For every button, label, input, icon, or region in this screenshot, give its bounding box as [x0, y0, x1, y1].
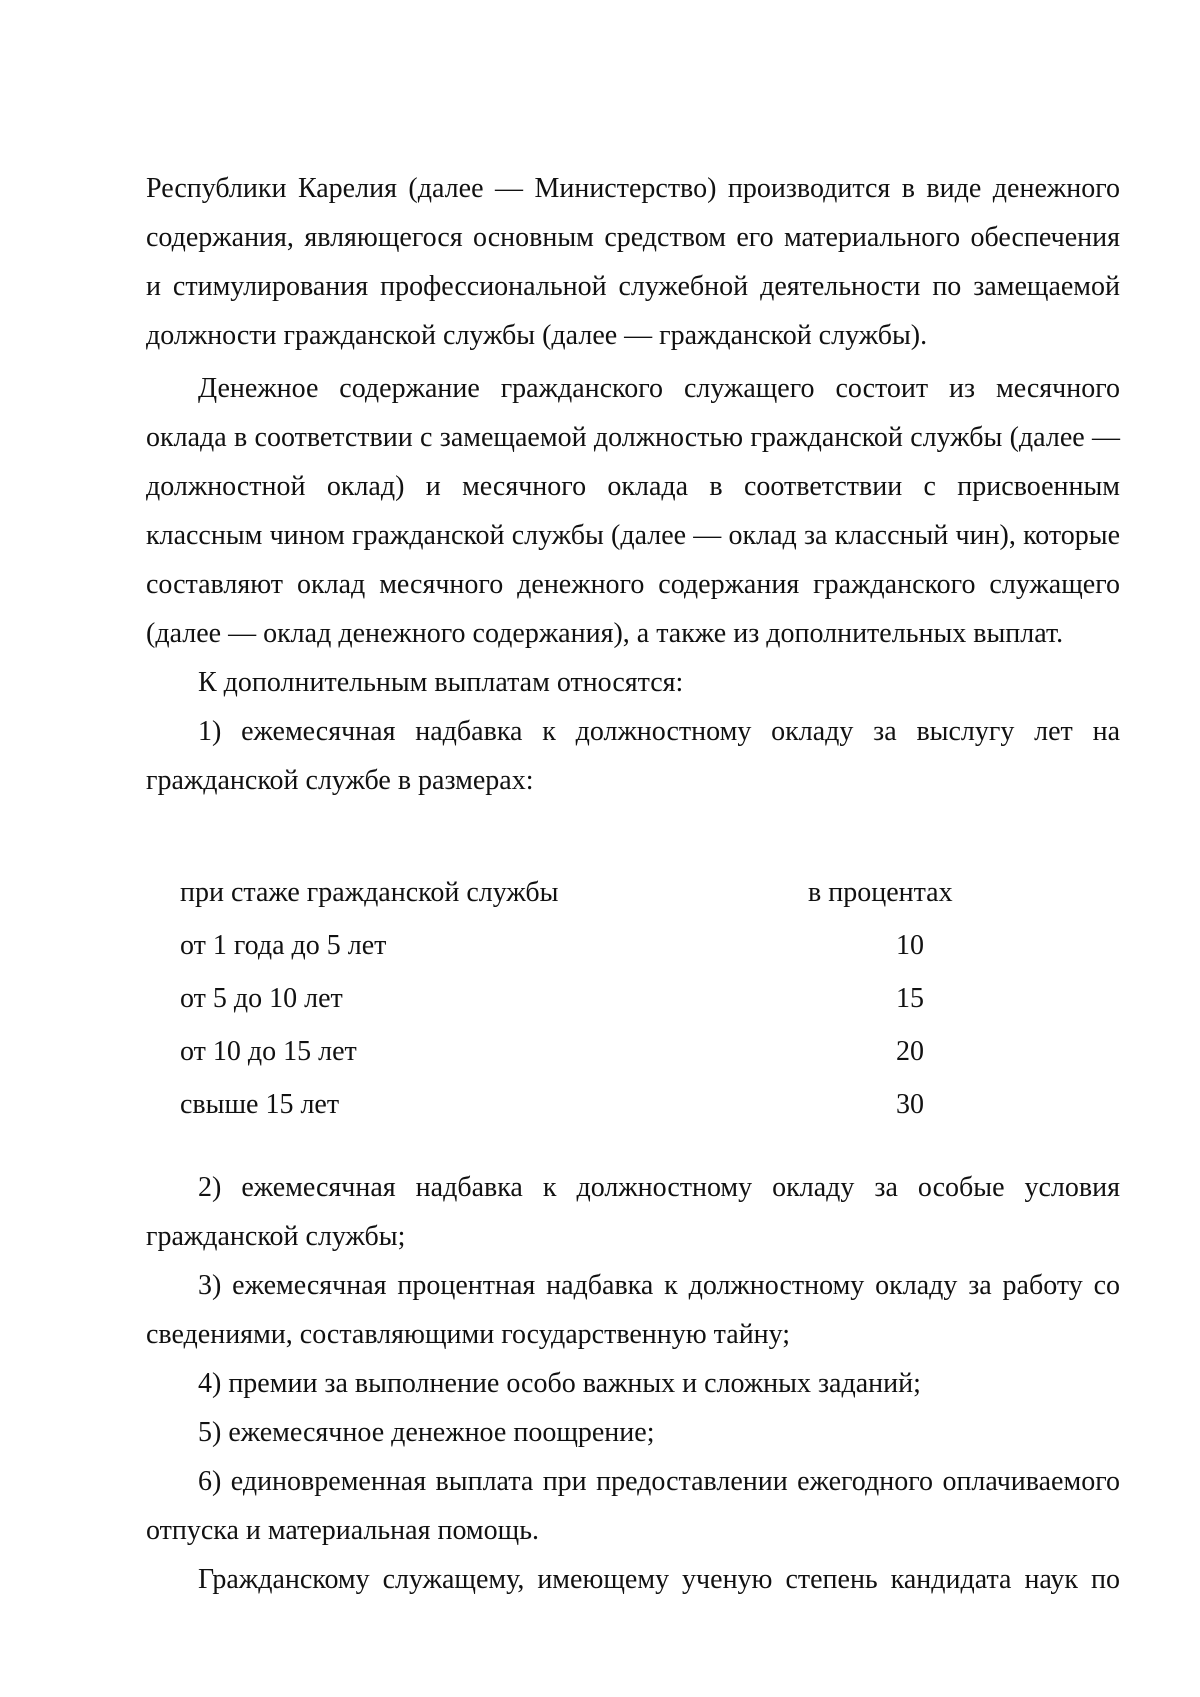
percent-value: 20: [896, 1036, 924, 1067]
table-row: [180, 1025, 1000, 1078]
additional-payments-intro: К дополнительным выплатам относятся:: [198, 667, 684, 698]
table-header-seniority: при стаже гражданской службы: [180, 877, 559, 908]
percent-value: 10: [896, 930, 924, 961]
percent-value: 15: [896, 983, 924, 1014]
table-header: [180, 866, 1000, 919]
list-item-5: 5) ежемесячное денежное поощрение;: [198, 1417, 655, 1448]
seniority-range: от 10 до 15 лет: [180, 1036, 357, 1067]
salary-paragraph: Денежное содержание гражданского служащего состоит из месячного оклада в соответствии с замещаемой должностью гражданской службы (далее — должностной оклад) и месячного оклада в соответствии с присвоенным классным чином гражданской службы (далее — оклад за классный чин), которые составляют оклад месячного денежного содержания гражданского служащего (далее — оклад денежного содержания), а также из дополнительных выплат.: [146, 373, 1120, 649]
intro-line: должности гражданской службы (далее — гражданской службы).: [146, 320, 928, 351]
salary-section: [146, 364, 1120, 805]
list-item-6: 6) единовременная выплата при предоставлении ежегодного оплачиваемого отпуска и материальная помощь.: [146, 1466, 1120, 1546]
list-item-2: 2) ежемесячная надбавка к должностному окладу за особые условия гражданской службы;: [146, 1172, 1120, 1252]
last-paragraph-start: Гражданскому служащему, имеющему ученую степень кандидата наук по: [198, 1564, 1120, 1595]
intro-line: содержания, являющегося основным средством его материального обеспечения: [146, 222, 1120, 253]
payments-list: [146, 1163, 1120, 1604]
table-row: [180, 1078, 1000, 1131]
table-header-percent: в процентах: [808, 877, 953, 908]
intro-line: Республики Карелия (далее — Министерство) производится в виде денежного: [146, 173, 1120, 204]
table-row: [180, 919, 1000, 972]
intro-line: и стимулирования профессиональной служебной деятельности по замещаемой: [146, 271, 1120, 302]
intro-paragraph: [146, 164, 1120, 360]
list-item-3: 3) ежемесячная процентная надбавка к должностному окладу за работу со сведениями, составляющими государственную тайну;: [146, 1270, 1120, 1350]
table-row: [180, 972, 1000, 1025]
seniority-range: от 1 года до 5 лет: [180, 930, 387, 961]
seniority-table: [180, 866, 1000, 1131]
percent-value: 30: [896, 1089, 924, 1120]
list-item-1: 1) ежемесячная надбавка к должностному окладу за выслугу лет на гражданской службе в размерах:: [146, 716, 1120, 796]
seniority-range: свыше 15 лет: [180, 1089, 340, 1120]
seniority-range: от 5 до 10 лет: [180, 983, 343, 1014]
list-item-4: 4) премии за выполнение особо важных и сложных заданий;: [198, 1368, 921, 1399]
